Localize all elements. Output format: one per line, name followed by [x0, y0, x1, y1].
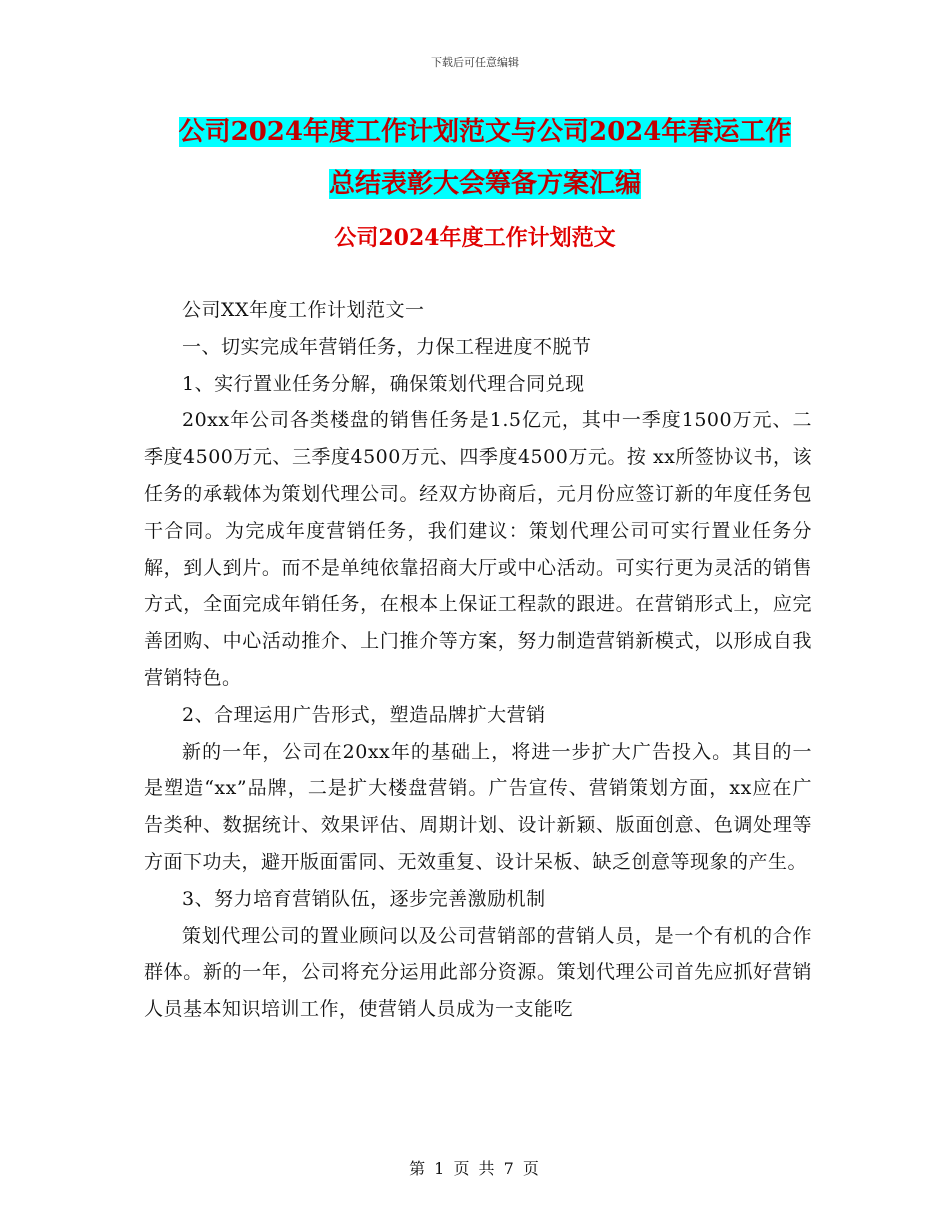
paragraph: 20xx年公司各类楼盘的销售任务是1.5亿元，其中一季度1500万元、二季度4500万元、三季度4500万元、四季度4500万元。按 xx所签协议书，该任务的承载体为策划代理公司。经双方协商后，元月份应签订新的年度任务包干合同。为完成年度营销任务，我们建议：策划代理公司可实行置业任务分解，到人到片。而不是单纯依靠招商大厅或中心活动。可实行更为灵活的销售方式，全面完成年销任务，在根本上保证工程款的跟进。在营销形式上，应完善团购、中心活动推介、上门推介等方案，努力制造营销新模式，以形成自我营销特色。	[144, 409, 812, 689]
paragraph: 策划代理公司的置业顾问以及公司营销部的营销人员，是一个有机的合作群体。新的一年，公司将充分运用此部分资源。策划代理公司首先应抓好营销人员基本知识培训工作，使营销人员成为一支能吃	[144, 924, 812, 1021]
document-body	[144, 292, 812, 1028]
page-footer: 第 1 页 共 7 页	[409, 1159, 541, 1178]
paragraph: 3、努力培育营销队伍，逐步完善激励机制	[182, 887, 546, 910]
section-title: 公司2024年度工作计划范文	[334, 225, 616, 251]
title-line-2: 总结表彰大会筹备方案汇编	[328, 169, 641, 199]
paragraph: 1、实行置业任务分解，确保策划代理合同兑现	[182, 372, 585, 395]
paragraph: 一、切实完成年营销任务，力保工程进度不脱节	[182, 335, 592, 358]
paragraph: 2、合理运用广告形式，塑造品牌扩大营销	[182, 703, 546, 726]
paragraph: 新的一年，公司在20xx年的基础上，将进一步扩大广告投入。其目的一是塑造“xx”品牌，二是扩大楼盘营销。广告宣传、营销策划方面，xx应在广告类种、数据统计、效果评估、周期计划、设计新颖、版面创意、色调处理等方面下功夫，避开版面雷同、无效重复、设计呆板、缺乏创意等现象的产生。	[144, 740, 812, 873]
paragraph: 公司XX年度工作计划范文一	[182, 299, 425, 321]
title-line-1: 公司2024年度工作计划范文与公司2024年春运工作	[178, 117, 792, 147]
header-note: 下载后可任意编辑	[431, 56, 519, 69]
document-title	[140, 106, 830, 210]
